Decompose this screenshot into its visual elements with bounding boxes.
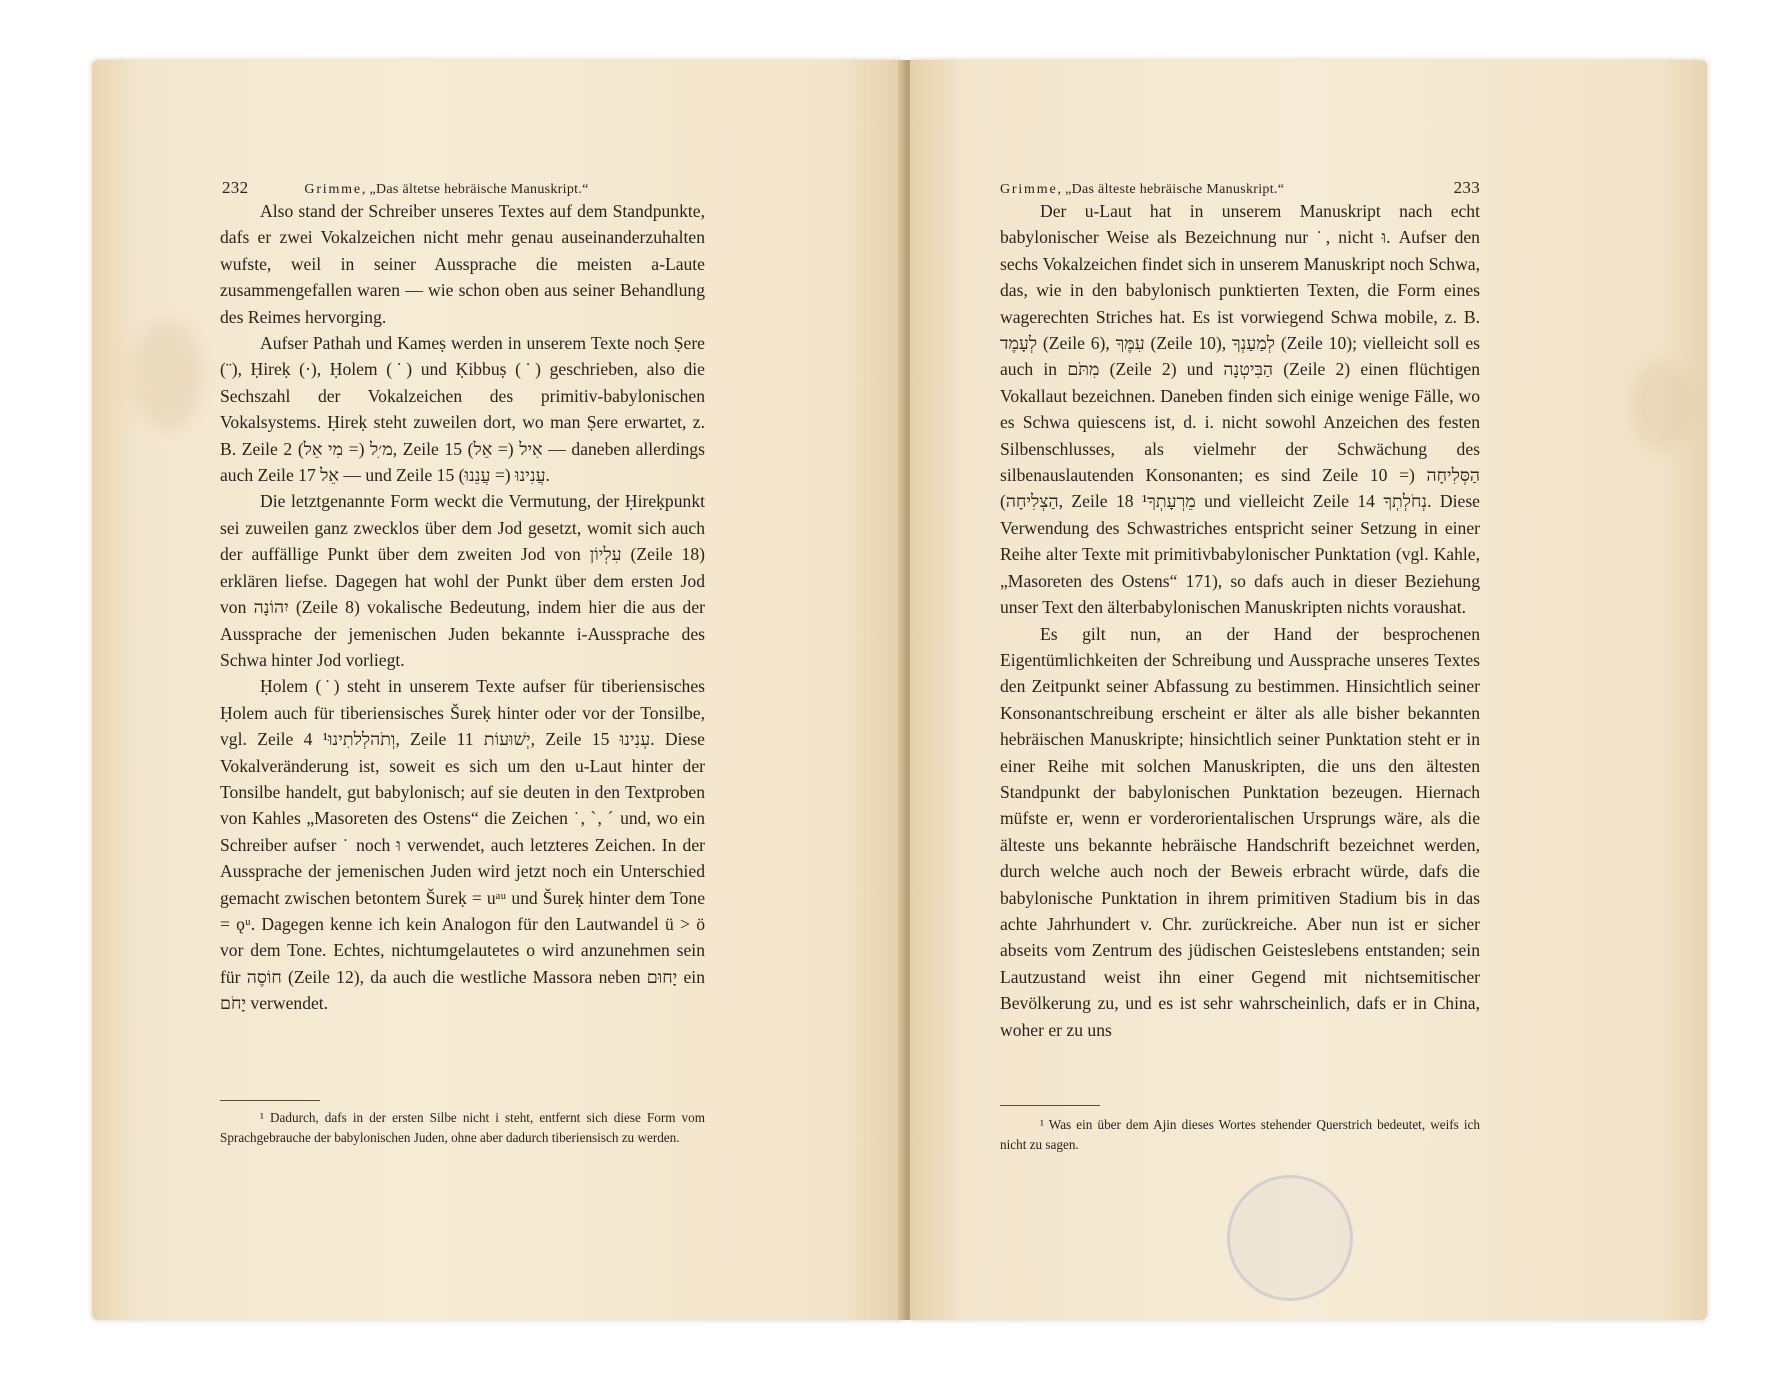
left-page xyxy=(92,60,904,1320)
running-title xyxy=(1000,182,1284,198)
paragraph: Also stand der Schreiber unseres Textes auf dem Standpunkte, dafs er zwei Vokalzeichen nicht mehr genau auseinanderzuhalten wufste, weil in seiner Aussprache die meisten a-Laute zusammengefallen waren — wie schon oben aus seiner Behandlung des Reimes hervorging. xyxy=(220,201,705,327)
paragraph: Aufser Pathah und Kameṣ werden in unserem Texte noch Ṣere (¨), Ḥireḳ (·), Ḥolem (˙) und Ḳibbuṣ (˙) geschrieben, also die Sechszahl der Vokalzeichen des primitiv-babylonischen Vokalsystems. Ḥireḳ steht zuweilen dort, wo man Ṣere erwartet, z. B. Zeile 2 מ׳ִל (= מִי אֵל), Zeile 15 אִיל (= אֵל) — daneben allerdings auch Zeile 17 אֵל — und Zeile 15 עֲנִינוּ (= עֲנֵנוּ). xyxy=(220,333,705,486)
open-book xyxy=(92,60,1707,1320)
paragraph: Ḥolem (˙) steht in unserem Texte aufser für tiberiensisches Ḥolem auch für tiberiensisches Šureḳ hinter oder vor der Tonsilbe, vgl. Zeile 4 וְתֹהלְלתִינוּ¹, Zeile 11 יְשׁוּעוֹת, Zeile 15 עְנִינוּ. Diese Vokalveränderung ist, soweit es sich um den u-Laut hinter der Tonsilbe handelt, gut babylonisch; auf sie deuten in den Textproben von Kahles „Masoreten des Ostens“ die Zeichen ˙, ˋ, ˊ und, wo ein Schreiber aufser ˙ noch וּ verwendet, auch letzteres Zeichen. In der Aussprache der jemenischen Juden wird jetzt noch ein Unterschied gemacht zwischen betontem Šureḳ = uᵃᵘ und Šureḳ hinter dem Tone = ǫᵘ. Dagegen kenne ich kein Analogon für den Lautwandel ü > ö vor dem Tone. Echtes, nichtumgelautetes o wird anzunehmen sein für חוֹסֶה (Zeile 12), da auch die westliche Massora neben יָחוּם ein יָחֹם verwendet. xyxy=(220,676,705,1014)
footnote-rule xyxy=(220,1100,320,1101)
body-text-left xyxy=(220,198,705,1017)
running-title-text: , „Das ältetse hebräische Manuskript.“ xyxy=(361,182,589,197)
library-stamp xyxy=(1227,1175,1353,1301)
running-head-left xyxy=(222,178,782,198)
page-number: 232 xyxy=(222,178,249,197)
page-number: 233 xyxy=(1453,178,1480,197)
paper-stain xyxy=(132,320,202,430)
paragraph: Die letztgenannte Form weckt die Vermutung, der Ḥireḳpunkt sei zuweilen ganz zwecklos über dem Jod gesetzt, womit sich auch der auffällige Punkt über dem zweiten Jod von עִלְיוֹן (Zeile 18) erklären liefse. Dagegen hat wohl der Punkt über dem ersten Jod von יִהוֹנָה (Zeile 8) vokalische Bedeutung, indem hier die aus der Aussprache der jemenischen Juden bekannte i-Aussprache des Schwa hinter Jod vorliegt. xyxy=(220,491,706,670)
paper-stain xyxy=(1630,360,1690,450)
right-page xyxy=(910,60,1707,1320)
running-title xyxy=(304,182,588,198)
body-text-right xyxy=(1000,198,1480,1043)
footnote-text: ¹ Was ein über dem Ajin dieses Wortes stehender Querstrich bedeutet, weifs ich nicht zu sagen. xyxy=(1000,1117,1480,1152)
running-head-right xyxy=(1000,178,1480,198)
footnote-right xyxy=(1000,1115,1480,1155)
footnote-left xyxy=(220,1108,705,1148)
footnote-text: ¹ Dadurch, dafs in der ersten Silbe nicht i steht, entfernt sich diese Form vom Sprachgebrauche der babylonischen Juden, ohne aber dadurch tiberiensisch zu werden. xyxy=(220,1110,705,1145)
paragraph: Es gilt nun, an der Hand der besprochenen Eigentümlichkeiten der Schreibung und Aussprache unseres Textes den Zeitpunkt seiner Abfassung zu bestimmen. Hinsichtlich seiner Konsonantschreibung erscheint er älter als alle bisher bekannten hebräischen Manuskripte; hinsichtlich seiner Punktation steht er in einer Reihe mit solchen Manuskripten, die uns den ältesten Standpunkt der babylonischen Punktation bezeugen. Hiernach müfste er, wenn er vorderorientalischen Ursprungs wäre, als die älteste uns bekannte hebräische Handschrift bezeichnet werden, durch welche auch noch der Beweis erbracht würde, dafs die babylonische Punktation in ihrem primitiven Stadium bis in das achte Jahrhundert v. Chr. zurückreiche. Aber nun ist er sicher abseits vom Zentrum des jüdischen Geisteslebens entstanden; sein Lautzustand weist ihn einer Gegend mit nichtsemitischer Bevölkerung zu, und es ist sehr wahrscheinlich, dafs er in China, woher er zu uns xyxy=(1000,623,1480,1040)
paragraph: Der u-Laut hat in unserem Manuskript nach echt babylonischer Weise als Bezeichnung nur ˙, nicht וּ. Aufser den sechs Vokalzeichen findet sich in unserem Manuskript noch Schwa, das, wie in den babylonisch punktierten Texten, die Form eines wagerechten Striches hat. Es ist vorwiegend Schwa mobile, z. B. לְעָמֶד (Zeile 6), עִמֶּךָ (Zeile 10), לְמַעַנְךָ (Zeile 10); vielleicht soll es auch in מִתֹּם (Zeile 2) und הַבִּיטְנָה (Zeile 2) einen flüchtigen Vokallaut bezeichnen. Daneben finden sich einige wenige Fälle, wo es Schwa quiescens ist, d. i. nicht sowohl Anzeichen des festen Silbenschlusses, als vielmehr der Schwächung des silbenauslautenden Konsonanten; es sind Zeile 10 הַסְּלִיחָה (= הַצְלִיחָה), Zeile 18 מֵרְעָתְךָ¹ und vielleicht Zeile 14 נְחֹלְתְךָ. Diese Verwendung des Schwastriches entspricht seiner Setzung in einer Reihe alter Texte mit primitivbabylonischer Punktation (vgl. Kahle, „Masoreten des Ostens“ 171), so dafs auch in dieser Beziehung unser Text den älterbabylonischen Manuskripten nichts voraushat. xyxy=(1000,201,1481,618)
running-author: Grimme xyxy=(1000,182,1058,197)
running-title-text: , „Das älteste hebräische Manuskript.“ xyxy=(1057,182,1285,197)
footnote-rule xyxy=(1000,1105,1100,1106)
running-author: Grimme xyxy=(304,182,362,197)
